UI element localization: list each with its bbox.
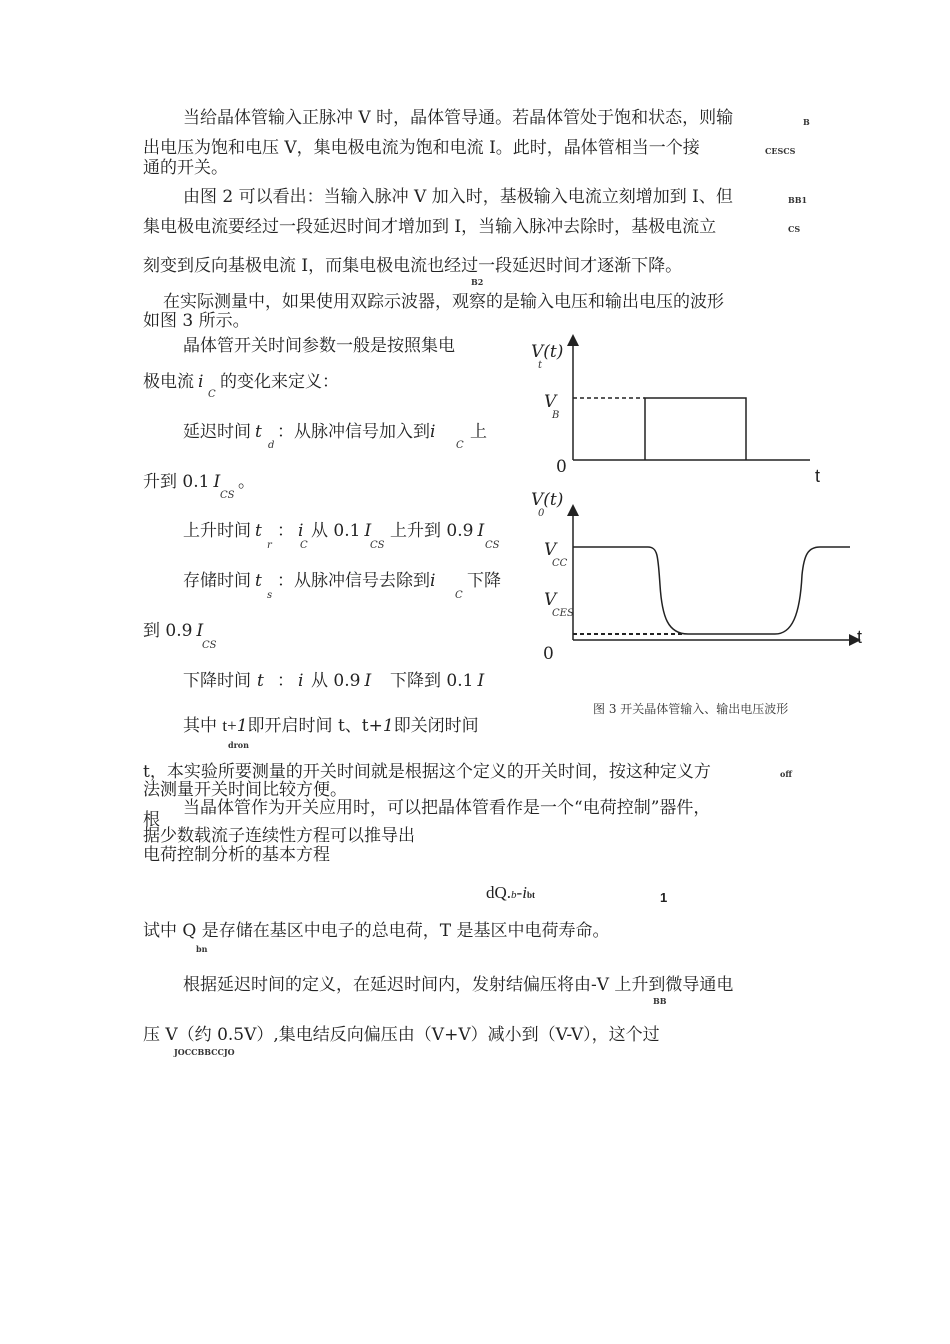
para7-sub1: BB (653, 996, 667, 1006)
def-ts-c: 下降 (467, 571, 501, 591)
equation: dQ.b-ibt (486, 883, 535, 902)
para1-line3: 通的开关。 (143, 158, 228, 178)
para7-line1: 根据延迟时间的定义，在延迟时间内，发射结偏压将由-V 上升到微导通电 (183, 975, 734, 995)
output-waveform (573, 547, 850, 634)
para6-line1: 试中 Q 是存储在基区中电子的总电荷，T 是基区中电荷寿命。 (143, 921, 610, 941)
def-tr-c: 从 0.1 I (311, 521, 372, 541)
para3-line2: 如图 3 所示。 (143, 311, 250, 331)
def-td-sub: d (268, 440, 275, 451)
def-ts-sub: s (267, 590, 273, 601)
para4-sub1: off (780, 769, 792, 779)
defs-intro2: 极电流 i (143, 372, 204, 392)
def-tr-sub: r (267, 540, 272, 551)
para2-sub3: B2 (471, 277, 484, 287)
para1-line2: 出电压为饱和电压 V，集电极电流为饱和电流 I。此时，晶体管相当一个接 (143, 138, 700, 158)
para3-line1-clipped: 在实际测量中，如果使用双踪示波器，观察的是输入电压和输出电压的波形 (163, 292, 724, 312)
figure-caption: 图 3 开关晶体管输入、输出电压波形 (593, 702, 789, 716)
para2-line1: 由图 2 可以看出：当输入脉冲 V 加入时，基极输入电流立刻增加到 I、但 (183, 187, 733, 207)
vces-sub: CES (552, 608, 574, 619)
def-ton-sub: dron (228, 740, 249, 750)
para2-line2: 集电极电流要经过一段延迟时间才增加到 I，当输入脉冲去除时，基极电流立 (143, 217, 717, 237)
def-td-sub2: C (456, 440, 464, 451)
bottom-zero: 0 (543, 644, 554, 664)
input-pulse (645, 398, 746, 460)
def-td-line1c: 上 (470, 422, 487, 442)
def-ts-line2: 到 0.9 I (143, 621, 204, 641)
def-tr-sub2: C (300, 540, 308, 551)
def-td-line2-sub: CS (220, 490, 235, 501)
para6-sub1: bn (196, 944, 208, 954)
def-td-line1: 延迟时间 t (183, 422, 262, 442)
para2-line3: 刻变到反向基极电流 I，而集电极电流也经过一段延迟时间才逐渐下降。 (143, 256, 683, 276)
def-tr-b: ： i (277, 521, 304, 541)
def-tr-sub3: CS (370, 540, 385, 551)
defs-intro1: 晶体管开关时间参数一般是按照集电 (183, 336, 455, 356)
def-ts: 存储时间 t (183, 571, 262, 591)
vb-sub: B (552, 410, 560, 421)
def-tf: 下降时间 t (183, 671, 264, 691)
bottom-ysub: 0 (538, 508, 545, 519)
para4-line1: t，本实验所要测量的开关时间就是根据这个定义的开关时间，按这种定义方 (143, 762, 711, 782)
def-tf-c: 从 0.9 I (311, 671, 372, 691)
para7-line2: 压 V（约 0.5V）,集电结反向偏压由（V+V）减小到（V-V），这个过 (143, 1025, 660, 1045)
defs-intro2-sub: C (208, 389, 216, 400)
bottom-ylabel: V(t) (531, 490, 564, 510)
def-tf-b: ： i (277, 671, 304, 691)
top-ysub: t (538, 360, 543, 371)
para5-line2: 根 (143, 810, 160, 830)
waveform-figure (520, 325, 863, 700)
defs-intro2-rest: 的变化来定义： (220, 372, 339, 392)
def-td-line1b: ：从脉冲信号加入到i (277, 422, 436, 442)
def-td-line2: 升到 0.1 I (143, 472, 221, 492)
def-tr-sub4: CS (485, 540, 500, 551)
def-ts-line2-sub: CS (202, 640, 217, 651)
para1-sub1: B (803, 117, 810, 127)
equation-number: 1 (660, 890, 668, 905)
para1-sub2: CESCS (765, 146, 796, 156)
def-ts-sub2: C (455, 590, 463, 601)
bottom-xlabel: t (857, 627, 863, 647)
vces-label: V (544, 590, 557, 610)
def-tr: 上升时间 t (183, 521, 262, 541)
top-zero: 0 (556, 457, 567, 477)
def-tf-d: 下降到 0.1 I (390, 671, 485, 691)
para5-line3: 据少数载流子连续性方程可以推导出 (143, 826, 415, 846)
def-tr-d: 上升到 0.9 I (390, 521, 485, 541)
top-ylabel: V(t) (531, 342, 564, 362)
para7-sub2: JOCCBBCCJO (174, 1047, 235, 1057)
vcc-label: V (544, 540, 557, 560)
def-td-line2-end: 。 (238, 472, 255, 492)
para5-line4: 电荷控制分析的基本方程 (143, 845, 330, 865)
para4-line2: 法测量开关时间比较方便。 (143, 780, 347, 800)
para2-sub2: CS (788, 224, 801, 234)
para1-line1: 当给晶体管输入正脉冲 V 时，晶体管导通。若晶体管处于饱和状态，则输 (183, 108, 734, 128)
vcc-sub: CC (552, 558, 568, 569)
def-ts-b: ：从脉冲信号去除到i (277, 571, 436, 591)
def-ton: 其中 t+1即开启时间 t、t+1即关闭时间 (183, 716, 479, 736)
vb-label: V (544, 392, 557, 412)
para2-sub1: BB1 (788, 195, 808, 205)
para5-line1: 当晶体管作为开关应用时，可以把晶体管看作是一个“电荷控制”器件， (183, 798, 711, 818)
top-xlabel: t (815, 466, 821, 486)
